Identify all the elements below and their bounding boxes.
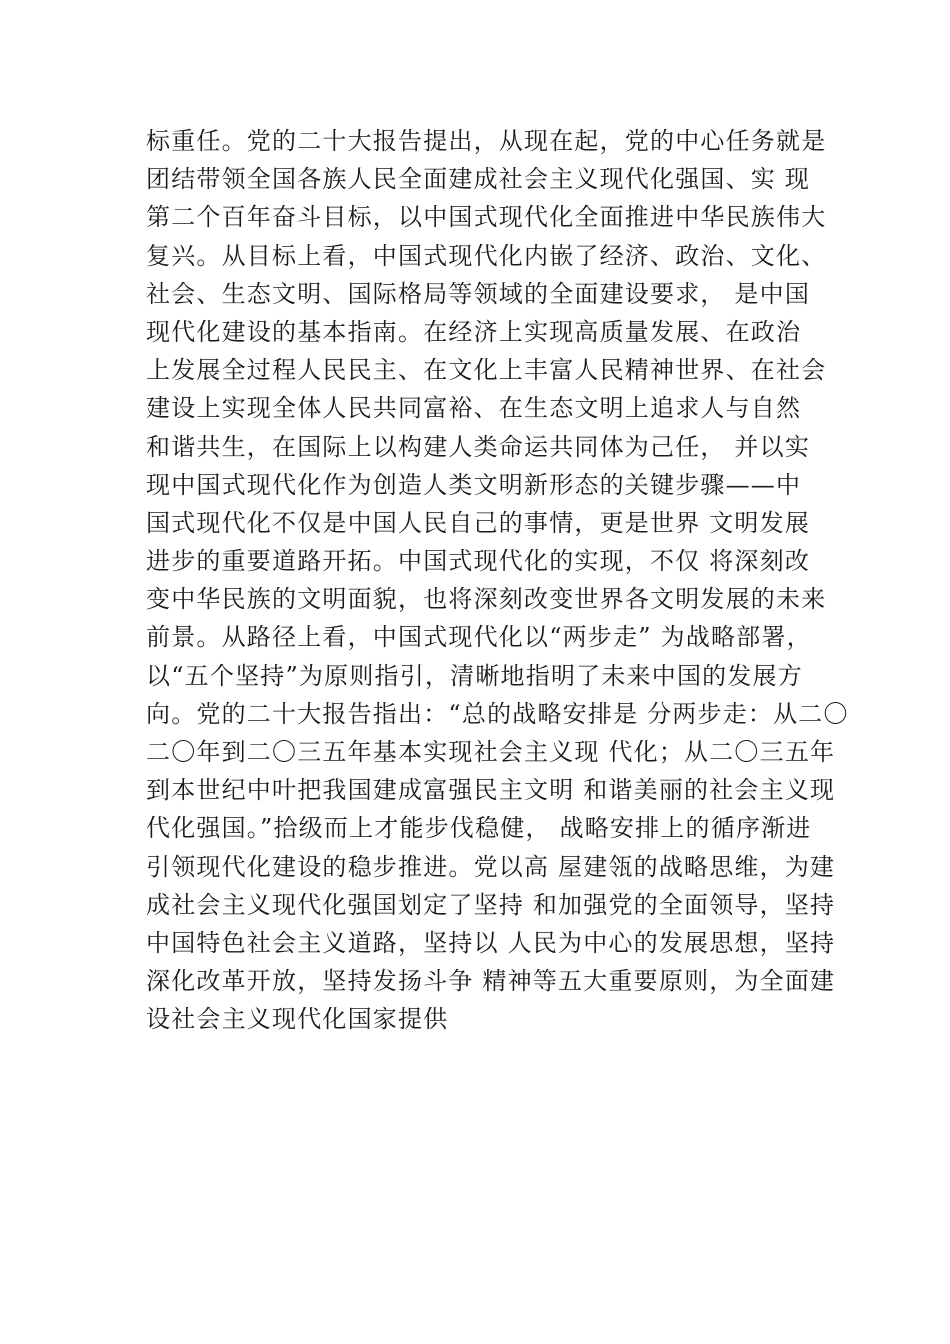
text-line: 变中华民族的文明面貌，也将深刻改变世界各文明发展的未来 [146, 585, 827, 614]
text-line: 中国特色社会主义道路，坚持以 人民为中心的发展思想，坚持 [146, 928, 836, 957]
text-line: 前景。从路径上看，中国式现代化以“两步走” 为战略部署， [146, 623, 812, 652]
text-line: 第二个百年奋斗目标，以中国式现代化全面推进中华民族伟大 [146, 203, 827, 232]
text-line: 二〇年到二〇三五年基本实现社会主义现 代化；从二〇三五年 [146, 738, 836, 766]
text-line: 上发展全过程人民民主、在文化上丰富人民精神世界、在社会 [146, 356, 827, 385]
text-line: 代化强国。”拾级而上才能步伐稳健， 战略安排上的循序渐进 [146, 814, 812, 843]
text-line: 现代化建设的基本指南。在经济上实现高质量发展、在政治 [146, 317, 802, 346]
text-line: 建设上实现全体人民共同富裕、在生态文明上追求人与自然 [146, 394, 802, 423]
text-line: 团结带领全国各族人民全面建成社会主义现代化强国、实 现 [146, 165, 811, 194]
text-line: 复兴。从目标上看，中国式现代化内嵌了经济、政治、文化、 [146, 241, 827, 270]
text-line: 标重任。党的二十大报告提出，从现在起，党的中心任务就是 [146, 127, 827, 155]
text-line: 以“五个坚持”为原则指引，清晰地指明了未来中国的发展方 [146, 661, 803, 690]
text-line: 深化改革开放，坚持发扬斗争 精神等五大重要原则，为全面建 [146, 967, 836, 996]
body-text [146, 122, 849, 1039]
text-line: 成社会主义现代化强国划定了坚持 和加强党的全面领导，坚持 [146, 890, 836, 919]
text-line: 向。党的二十大报告指出：“总的战略安排是 分两步走：从二〇 [146, 699, 849, 728]
text-line: 和谐共生，在国际上以构建人类命运共同体为己任， 并以实 [146, 432, 811, 461]
text-line: 现中国式现代化作为创造人类文明新形态的关键步骤——中 [146, 470, 802, 499]
text-line: 国式现代化不仅是中国人民自己的事情，更是世界 文明发展 [146, 508, 811, 537]
text-line: 引领现代化建设的稳步推进。党以高 屋建瓴的战略思维，为建 [146, 852, 836, 881]
text-line: 设社会主义现代化国家提供 [146, 1005, 449, 1034]
text-line: 进步的重要道路开拓。中国式现代化的实现，不仅 将深刻改 [146, 547, 811, 576]
text-line: 社会、生态文明、国际格局等领域的全面建设要求， 是中国 [146, 279, 811, 308]
text-line: 到本世纪中叶把我国建成富强民主文明 和谐美丽的社会主义现 [146, 776, 836, 805]
